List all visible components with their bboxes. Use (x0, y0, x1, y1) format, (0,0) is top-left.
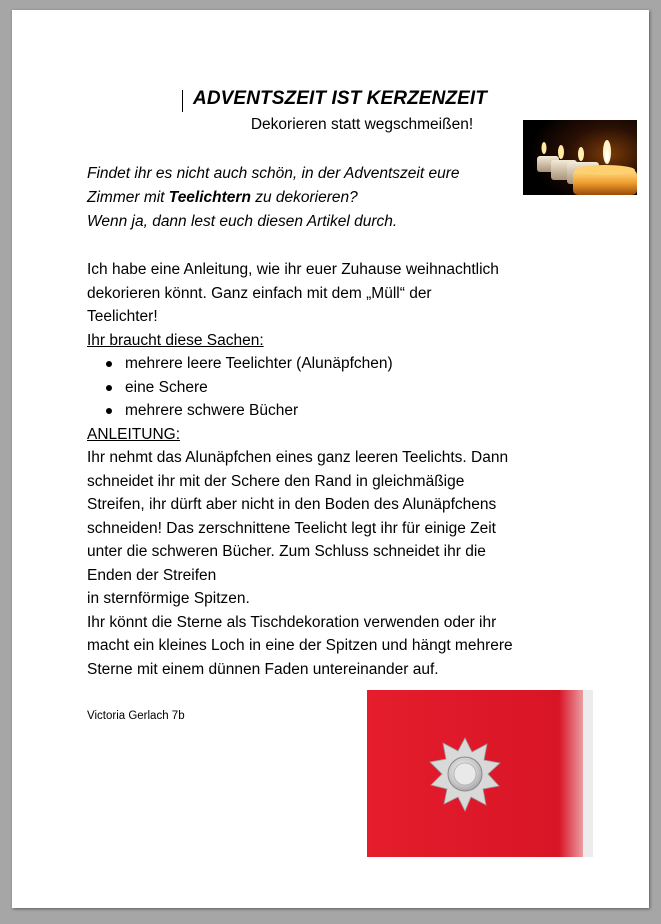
body-line: Teelichter! (87, 308, 158, 325)
candles-illustration (523, 120, 637, 195)
intro-line-3: Wenn ja, dann lest euch diesen Artikel durch. (87, 213, 398, 230)
instruction-line: macht ein kleines Loch in eine der Spitzen und hängt mehrere (87, 637, 513, 654)
supplies-list (87, 352, 587, 423)
instruction-line: Sterne mit einem dünnen Faden untereinander auf. (87, 660, 439, 678)
intro-line-2-end: zu dekorieren? (250, 189, 358, 206)
document-page (12, 10, 649, 908)
intro-line-2 (87, 186, 527, 210)
intro-bold-word: Teelichtern (168, 189, 251, 206)
star-photo (367, 690, 593, 857)
list-item: mehrere leere Teelichter (Alunäpfchen) (87, 352, 587, 376)
instructions-heading: ANLEITUNG: (87, 425, 181, 443)
instruction-line: in sternförmige Spitzen. (87, 590, 250, 607)
list-item: eine Schere (87, 376, 587, 400)
instruction-line: schneiden! Das zerschnittene Teelicht legt ihr für einige Zeit (87, 519, 496, 537)
instruction-line: Enden der Streifen (87, 566, 217, 584)
intro-paragraph (87, 162, 527, 234)
author-name: Victoria Gerlach 7b (87, 710, 185, 722)
instruction-line: Ihr nehmt das Alunäpfchen eines ganz leeren Teelichts. Dann (87, 449, 509, 466)
intro-line-2-start: Zimmer mit (87, 189, 169, 206)
article-title: ADVENTSZEIT IST KERZENZEIT (193, 88, 487, 109)
supplies-heading: Ihr braucht diese Sachen: (87, 331, 264, 349)
body-line: Ich habe eine Anleitung, wie ihr euer Zuhause weihnachtlich (87, 261, 499, 278)
instruction-line: schneidet ihr mit der Schere den Rand in gleichmäßige (87, 472, 465, 490)
body-line: dekorieren könnt. Ganz einfach mit dem „Müll“ der (87, 284, 432, 302)
instruction-line: Ihr könnt die Sterne als Tischdekoration verwenden oder ihr (87, 613, 497, 631)
list-item: mehrere schwere Bücher (87, 399, 587, 423)
instruction-line: Streifen, ihr dürft aber nicht in den Boden des Alunäpfchens (87, 496, 497, 513)
candles-photo (523, 120, 637, 195)
star-illustration (367, 690, 593, 857)
intro-line-1: Findet ihr es nicht auch schön, in der Adventszeit eure (87, 165, 460, 182)
article-subtitle: Dekorieren statt wegschmeißen! (250, 116, 474, 133)
instruction-line: unter die schweren Bücher. Zum Schluss schneidet ihr die (87, 543, 486, 560)
article-body (87, 258, 587, 681)
